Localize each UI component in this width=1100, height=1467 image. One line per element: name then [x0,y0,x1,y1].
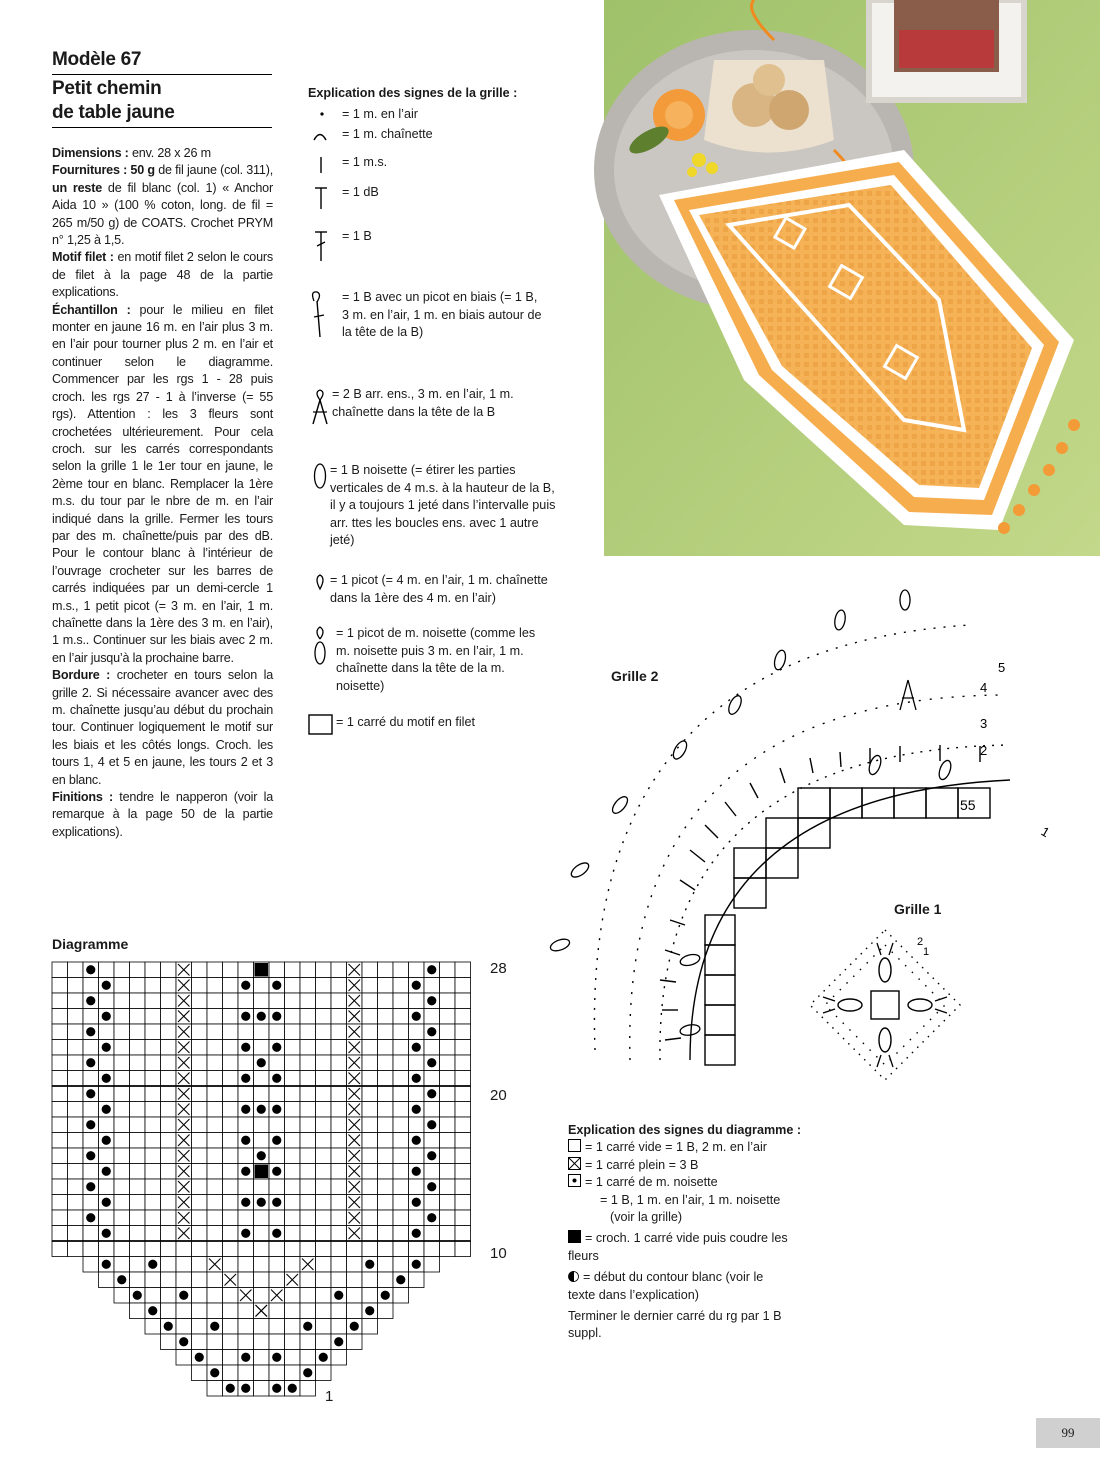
legend-black-text-2: fleurs [568,1248,599,1263]
legend-half-text-2: texte dans l’explication) [568,1287,699,1302]
fournitures-text-2: de fil blanc (col. 1) « Anchor Aida 10 » (100 % coton, long. de fil = 265 m/50 g) de COATS. Crochet PRYM n° 1,25 à 1,5. [52,180,273,248]
picot-double-icon [308,289,340,339]
single-crochet-icon [308,154,340,174]
fournitures-label: Fournitures : [52,163,131,178]
grille-legend-header: Explication des signes de la grille : [308,86,518,100]
legend-half-text: = début du contour blanc (voir le [583,1270,764,1285]
finitions-paragraph [52,789,273,841]
legend-text-puff-picot: = 1 picot de m. noisette (comme les m. noisette puis 3 m. en l’air, 1 m. chaînette dans la tête de la m. noisette) [336,626,536,693]
chain-dot-icon [308,106,340,122]
diagram-legend-header: Explication des signes du diagramme : [568,1123,802,1137]
legend-empty-text: = 1 carré vide = 1 B, 2 m. en l’air [585,1140,767,1155]
title-line-2: Petit chemin [52,78,162,99]
puff-square-icon [568,1174,581,1187]
product-photo [604,0,1100,556]
legend-full-square [568,1157,828,1174]
full-square-icon [568,1157,581,1170]
grille2-label: Grille 2 [611,668,659,684]
grille1-label: Grille 1 [894,901,942,917]
title-rule-bottom [52,127,272,128]
half-double-icon [308,184,340,210]
model-number: Modèle 67 [52,49,142,70]
legend-text-hdc: = 1 dB [342,185,379,200]
title-block [52,48,272,130]
legend-puff-detail-1: = 1 B, 1 m. en l’air, 1 m. noisette [600,1192,781,1207]
slip-stitch-icon [308,126,340,144]
title-line-3: de table jaune [52,102,175,123]
grille2-round-2: 2 [980,743,988,758]
diagramme-label: Diagramme [52,936,129,952]
filet-diagram [52,958,482,1388]
legend-black-square [568,1230,828,1247]
motif-paragraph [52,249,273,301]
black-square-icon [568,1230,581,1243]
legend-black-text: = croch. 1 carré vide puis coudre les [585,1231,788,1246]
grille2-round-3: 3 [980,716,988,731]
legend-half-circle [568,1269,828,1286]
bordure-text: crocheter en tours selon la grille 2. Si nécessaire avancer avec des m. chaînette jusqu’au début du prochain tour. Continuer logiquement le motif sur les biais et les côtés longs. Croch. les tours 1, 4 et 5 en jaune, les tours 2 et 3 en blanc. [52,668,274,787]
page-number: 99 [1036,1418,1100,1448]
row-label-1: 1 [325,1388,334,1405]
row-label-28: 28 [490,960,507,977]
grille1-round-2: 2 [917,936,924,948]
dimensions-text: env. 28 x 26 m [128,146,211,160]
legend-final-note: Terminer le dernier carré du rg par 1 B [568,1309,782,1324]
bordure-label: Bordure : [52,668,111,683]
grille1-round-1: 1 [923,946,930,958]
legend-puff-detail-2: (voir la grille) [610,1210,683,1225]
echantillon-text: pour le milieu en filet monter en jaune 16 m. en l’air plus 3 m. en l’air pour tourner plus 2 m. en l’air et continuer selon le diagramme. Commencer par les rgs 1 - 28 puis croch. les rgs 27 - 1 à l’inverse (= 55 rgs). Attention : les 3 fleurs sont crochetées ultérieurement. Pour cela croch. sur les carrés correspondants selon la grille 1 le 1er tour en jaune, le 2ème tour en blanc. Remplacer la 1ère m.s. du tour par le nbre de m. en l’air indiqué dans la grille. Fermer les tours par des m. chaînette/puis par des dB. Pour le contour blanc à l’intérieur de l’ouvrage crocheter sur les barres de carrés indiquées par un demi-cercle 1 m.s., 1 petit picot (= 3 m. en l’air, 1 m. chaînette dans la 1ère des 3 m. en l’air), 1 m.s.. Continuer sur les biais avec 2 m. en l’air jusqu’à la prochaine barre. [52,302,274,665]
echantillon-paragraph [52,302,273,668]
legend-full-text: = 1 carré plein = 3 B [585,1157,699,1172]
legend-text-chain: = 1 m. en l’air [342,107,418,122]
legend-text-puff: = 1 B noisette (= étirer les parties verticales de 4 m.s. à la hauteur de la B, il y a toujours 1 jeté dans l’intervalle puis arr. ttes les boucles ens. avec 1 autre jeté) [330,463,556,548]
legend-text-filet: = 1 carré du motif en filet [336,715,475,730]
grille1-chart [805,925,965,1085]
legend-text-cluster: = 2 B arr. ens., 3 m. en l’air, 1 m. chaînette dans la tête de la B [332,387,514,419]
half-circle-icon [568,1271,579,1282]
grille2-round-4: 4 [980,680,988,695]
grille2-round-5: 5 [998,660,1006,675]
double-crochet-icon [308,228,340,262]
legend-text-dc: = 1 B [342,229,372,244]
fournitures-paragraph [52,162,273,249]
legend-text-picot-dc: = 1 B avec un picot en biais (= 1 B, 3 m. en l’air, 1 m. en biais autour de la tête de la B) [342,290,542,340]
legend-final-note-2: suppl. [568,1326,602,1341]
dimensions-label: Dimensions : [52,146,129,160]
grille2-round-1: 1 [1038,823,1053,841]
motif-label: Motif filet : [52,250,114,265]
finitions-text: tendre le napperon (voir la remarque à la page 50 de la partie explications). [52,790,273,839]
fournitures-text-1: de fil jaune (col. 311), [154,163,273,178]
fournitures-reste: un reste [52,180,103,195]
table-runner-illustration [604,0,1100,556]
bordure-paragraph [52,667,273,789]
dimensions-paragraph [52,145,273,162]
legend-text-picot: = 1 picot (= 4 m. en l’air, 1 m. chaînette dans la 1ère des 4 m. en l’air) [330,573,548,605]
echantillon-label: Échantillon : [52,302,131,317]
legend-text-slip: = 1 m. chaînette [342,127,433,142]
title-rule-top [52,74,272,75]
legend-puff-square [568,1174,828,1191]
fournitures-qty: 50 g [130,163,155,178]
legend-text-sc: = 1 m.s. [342,155,388,170]
grille2-square-label: 55 [960,797,976,813]
grille-legend [308,85,568,730]
legend-puff-text: = 1 carré de m. noisette [585,1175,718,1190]
finitions-label: Finitions : [52,790,113,805]
legend-empty-square [568,1139,828,1156]
instructions-text [52,145,273,841]
row-label-10: 10 [490,1245,507,1262]
row-label-20: 20 [490,1087,507,1104]
empty-square-icon [568,1139,581,1152]
motif-text: en motif filet 2 selon le cours de filet à la page 48 de la partie explications. [52,250,273,300]
diagram-legend [568,1122,828,1343]
